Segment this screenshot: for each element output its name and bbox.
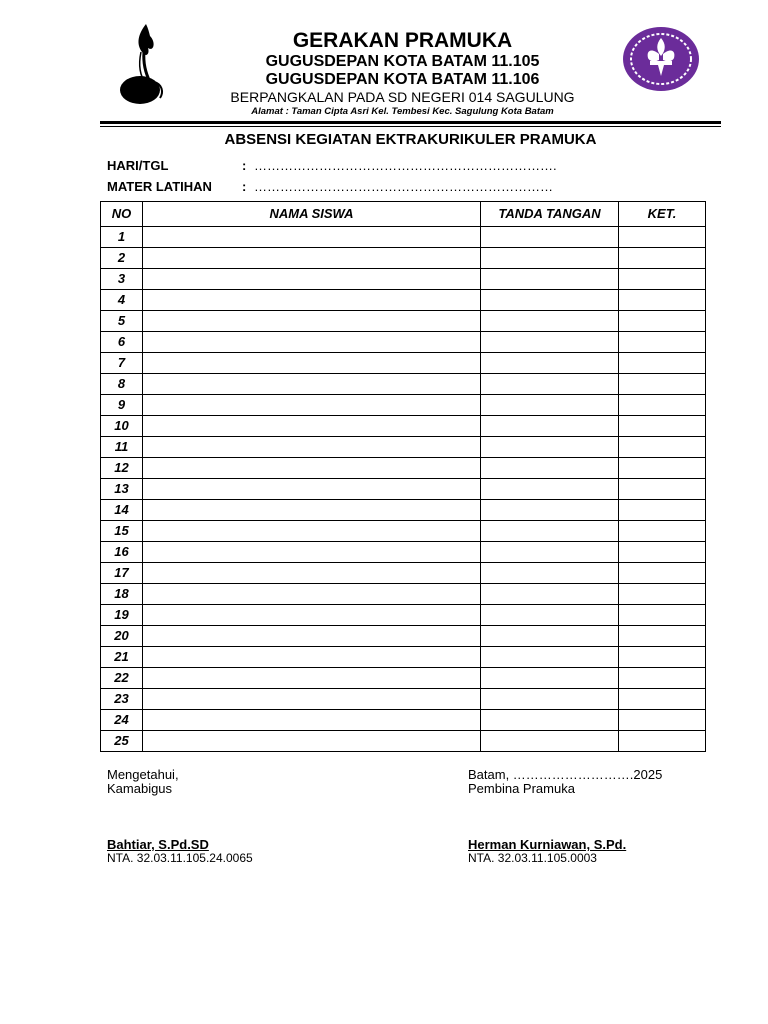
sig-left-nta: NTA. 32.03.11.105.24.0065 — [107, 851, 253, 865]
note-cell[interactable] — [619, 626, 706, 647]
row-number: 3 — [101, 269, 143, 290]
row-number: 22 — [101, 668, 143, 689]
header-rule-thick — [100, 121, 721, 124]
note-cell[interactable] — [619, 269, 706, 290]
table-body — [101, 227, 706, 752]
name-cell[interactable] — [143, 374, 481, 395]
signature-cell[interactable] — [481, 521, 619, 542]
table-row — [101, 395, 706, 416]
signature-cell[interactable] — [481, 290, 619, 311]
name-cell[interactable] — [143, 332, 481, 353]
name-cell[interactable] — [143, 227, 481, 248]
signature-cell[interactable] — [481, 416, 619, 437]
signature-cell[interactable] — [481, 584, 619, 605]
note-cell[interactable] — [619, 395, 706, 416]
row-number: 25 — [101, 731, 143, 752]
sig-right-name: Herman Kurniawan, S.Pd. — [468, 837, 627, 852]
note-cell[interactable] — [619, 584, 706, 605]
row-number: 17 — [101, 563, 143, 584]
table-row — [101, 311, 706, 332]
table-row — [101, 626, 706, 647]
header-rule-thin — [100, 126, 721, 127]
row-number: 11 — [101, 437, 143, 458]
address: Alamat : Taman Cipta Asri Kel. Tembesi Kec. Sagulung Kota Batam — [251, 106, 554, 117]
signature-cell[interactable] — [481, 605, 619, 626]
row-number: 19 — [101, 605, 143, 626]
name-cell[interactable] — [143, 521, 481, 542]
signature-cell[interactable] — [481, 479, 619, 500]
tunas-kelapa-icon — [116, 22, 166, 108]
signature-cell[interactable] — [481, 458, 619, 479]
sig-left-name: Bahtiar, S.Pd.SD — [107, 837, 209, 852]
note-cell[interactable] — [619, 689, 706, 710]
field-label-date: HARI/TGL — [107, 158, 169, 173]
row-number: 23 — [101, 689, 143, 710]
note-cell[interactable] — [619, 647, 706, 668]
note-cell[interactable] — [619, 521, 706, 542]
table-row — [101, 479, 706, 500]
signature-cell[interactable] — [481, 689, 619, 710]
name-cell[interactable] — [143, 626, 481, 647]
row-number: 4 — [101, 290, 143, 311]
note-cell[interactable] — [619, 332, 706, 353]
name-cell[interactable] — [143, 563, 481, 584]
field-label-material: MATER LATIHAN — [107, 179, 212, 194]
row-number: 2 — [101, 248, 143, 269]
name-cell[interactable] — [143, 689, 481, 710]
row-number: 6 — [101, 332, 143, 353]
note-cell[interactable] — [619, 416, 706, 437]
row-number: 16 — [101, 542, 143, 563]
table-row — [101, 668, 706, 689]
signature-cell[interactable] — [481, 647, 619, 668]
row-number: 1 — [101, 227, 143, 248]
name-cell[interactable] — [143, 311, 481, 332]
signature-cell[interactable] — [481, 311, 619, 332]
name-cell[interactable] — [143, 437, 481, 458]
table-row — [101, 248, 706, 269]
note-cell[interactable] — [619, 542, 706, 563]
field-colon-material: : — [242, 179, 247, 194]
org-name: GERAKAN PRAMUKA — [292, 29, 513, 52]
row-number: 5 — [101, 311, 143, 332]
row-number: 9 — [101, 395, 143, 416]
note-cell[interactable] — [619, 710, 706, 731]
table-row — [101, 689, 706, 710]
name-cell[interactable] — [143, 500, 481, 521]
table-row — [101, 416, 706, 437]
unit-name-2: GUGUSDEPAN KOTA BATAM 11.106 — [265, 71, 540, 88]
table-row — [101, 584, 706, 605]
row-number: 15 — [101, 521, 143, 542]
note-cell[interactable] — [619, 311, 706, 332]
note-cell[interactable] — [619, 353, 706, 374]
signature-cell[interactable] — [481, 626, 619, 647]
signature-cell[interactable] — [481, 710, 619, 731]
signature-cell[interactable] — [481, 668, 619, 689]
table-row — [101, 647, 706, 668]
row-number: 21 — [101, 647, 143, 668]
table-row — [101, 521, 706, 542]
note-cell[interactable] — [619, 227, 706, 248]
name-cell[interactable] — [143, 248, 481, 269]
table-row — [101, 332, 706, 353]
header-no: NO — [101, 202, 143, 227]
note-cell[interactable] — [619, 458, 706, 479]
table-row — [101, 542, 706, 563]
row-number: 10 — [101, 416, 143, 437]
signature-cell[interactable] — [481, 227, 619, 248]
name-cell[interactable] — [143, 416, 481, 437]
row-number: 7 — [101, 353, 143, 374]
note-cell[interactable] — [619, 437, 706, 458]
name-cell[interactable] — [143, 395, 481, 416]
sig-left-role: Kamabigus — [107, 781, 173, 796]
signature-cell[interactable] — [481, 731, 619, 752]
header-note: KET. — [619, 202, 706, 227]
sig-right-nta: NTA. 32.03.11.105.0003 — [468, 851, 597, 865]
name-cell[interactable] — [143, 269, 481, 290]
note-cell[interactable] — [619, 731, 706, 752]
table-row — [101, 710, 706, 731]
note-cell[interactable] — [619, 290, 706, 311]
signature-cell[interactable] — [481, 500, 619, 521]
note-cell[interactable] — [619, 668, 706, 689]
name-cell[interactable] — [143, 458, 481, 479]
signature-cell[interactable] — [481, 437, 619, 458]
table-header-row — [101, 202, 706, 227]
name-cell[interactable] — [143, 353, 481, 374]
document-title: ABSENSI KEGIATAN EKTRAKURIKULER PRAMUKA — [224, 131, 597, 148]
signature-cell[interactable] — [481, 248, 619, 269]
note-cell[interactable] — [619, 563, 706, 584]
row-number: 12 — [101, 458, 143, 479]
note-cell[interactable] — [619, 479, 706, 500]
signature-cell[interactable] — [481, 542, 619, 563]
table-row — [101, 731, 706, 752]
table-row — [101, 500, 706, 521]
row-number: 24 — [101, 710, 143, 731]
row-number: 13 — [101, 479, 143, 500]
name-cell[interactable] — [143, 584, 481, 605]
base-school: BERPANGKALAN PADA SD NEGERI 014 SAGULUNG — [230, 89, 575, 105]
name-cell[interactable] — [143, 479, 481, 500]
table-row — [101, 227, 706, 248]
table-row — [101, 458, 706, 479]
row-number: 14 — [101, 500, 143, 521]
row-number: 20 — [101, 626, 143, 647]
field-value-date[interactable]: ……………………………………………………………. — [254, 158, 557, 173]
note-cell[interactable] — [619, 374, 706, 395]
table-row — [101, 269, 706, 290]
signature-cell[interactable] — [481, 374, 619, 395]
name-cell[interactable] — [143, 605, 481, 626]
note-cell[interactable] — [619, 248, 706, 269]
table-row — [101, 353, 706, 374]
signature-cell[interactable] — [481, 395, 619, 416]
name-cell[interactable] — [143, 542, 481, 563]
name-cell[interactable] — [143, 647, 481, 668]
table-row — [101, 374, 706, 395]
name-cell[interactable] — [143, 731, 481, 752]
field-colon-date: : — [242, 158, 247, 173]
note-cell[interactable] — [619, 605, 706, 626]
name-cell[interactable] — [143, 668, 481, 689]
row-number: 18 — [101, 584, 143, 605]
field-value-material[interactable]: …………………………………………………………… — [254, 179, 553, 194]
table-row — [101, 290, 706, 311]
table-row — [101, 605, 706, 626]
unit-name-1: GUGUSDEPAN KOTA BATAM 11.105 — [265, 53, 540, 70]
signature-cell[interactable] — [481, 332, 619, 353]
name-cell[interactable] — [143, 290, 481, 311]
sig-left-greeting: Mengetahui, — [107, 767, 179, 782]
note-cell[interactable] — [619, 500, 706, 521]
signature-cell[interactable] — [481, 269, 619, 290]
signature-cell[interactable] — [481, 353, 619, 374]
header-signature: TANDA TANGAN — [481, 202, 619, 227]
signature-cell[interactable] — [481, 563, 619, 584]
table-row — [101, 437, 706, 458]
sig-right-place-date: Batam, ……………………….2025 — [468, 767, 663, 782]
sig-right-role: Pembina Pramuka — [468, 781, 575, 796]
table-row — [101, 563, 706, 584]
name-cell[interactable] — [143, 710, 481, 731]
row-number: 8 — [101, 374, 143, 395]
header-name: NAMA SISWA — [143, 202, 481, 227]
attendance-table — [100, 201, 706, 752]
